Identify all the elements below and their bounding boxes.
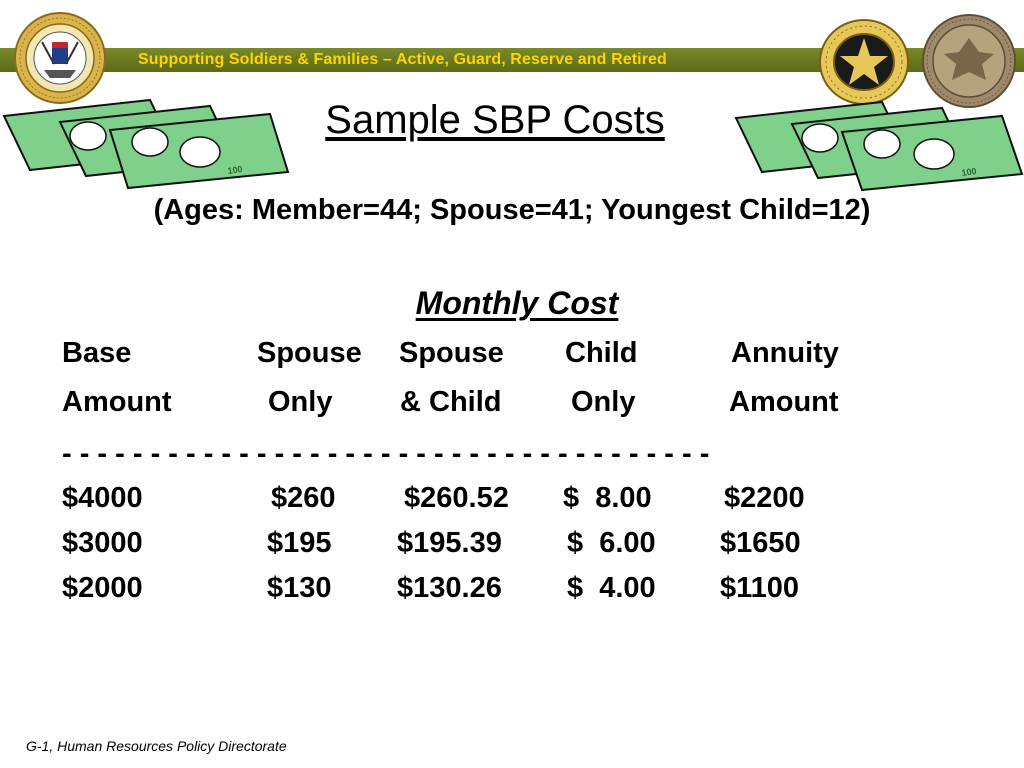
table-cell: $2000: [62, 572, 143, 604]
page-title: Sample SBP Costs: [325, 98, 665, 142]
table-separator: - - - - - - - - - - - - - - - - - - - - - - - - - - - - - - - - - - - - -: [62, 438, 710, 470]
header-spouse: Spouse: [257, 337, 362, 369]
header-spouse-child: Spouse: [399, 337, 504, 369]
header-annuity: Annuity: [731, 337, 839, 369]
table-cell: $3000: [62, 527, 143, 559]
table-cell: $4000: [62, 482, 143, 514]
footer-text: G-1, Human Resources Policy Directorate: [26, 738, 287, 754]
header-base: Base: [62, 337, 132, 369]
table-cell: $260.52: [404, 482, 509, 514]
dcs-g1-seal-icon: [818, 18, 910, 106]
header-only: Only: [268, 386, 333, 418]
header-and-child: & Child: [400, 386, 502, 418]
header-amount: Amount: [62, 386, 172, 418]
ages-subtitle: (Ages: Member=44; Spouse=41; Youngest Child=12): [153, 194, 871, 226]
svg-text:100: 100: [960, 165, 978, 178]
table-cell: $ 4.00: [567, 572, 656, 604]
table-cell: $1650: [720, 527, 801, 559]
svg-text:100: 100: [226, 163, 244, 176]
bronze-seal-icon: [922, 14, 1016, 108]
table-cell: $195: [267, 527, 332, 559]
banner-text: Supporting Soldiers & Families – Active, Guard, Reserve and Retired: [138, 51, 667, 68]
table-cell: $1100: [720, 572, 800, 604]
table-cell: $260: [271, 482, 336, 514]
table-cell: $195.39: [397, 527, 502, 559]
table-cell: $ 8.00: [563, 482, 652, 514]
table-cell: $2200: [724, 482, 805, 514]
table-cell: $130.26: [397, 572, 502, 604]
header-child: Child: [565, 337, 638, 369]
header-annuity-amount: Amount: [729, 386, 839, 418]
army-seal-icon: [14, 12, 106, 104]
header-child-only: Only: [571, 386, 636, 418]
table-caption: Monthly Cost: [415, 285, 619, 321]
table-cell: $130: [267, 572, 332, 604]
table-cell: $ 6.00: [567, 527, 656, 559]
